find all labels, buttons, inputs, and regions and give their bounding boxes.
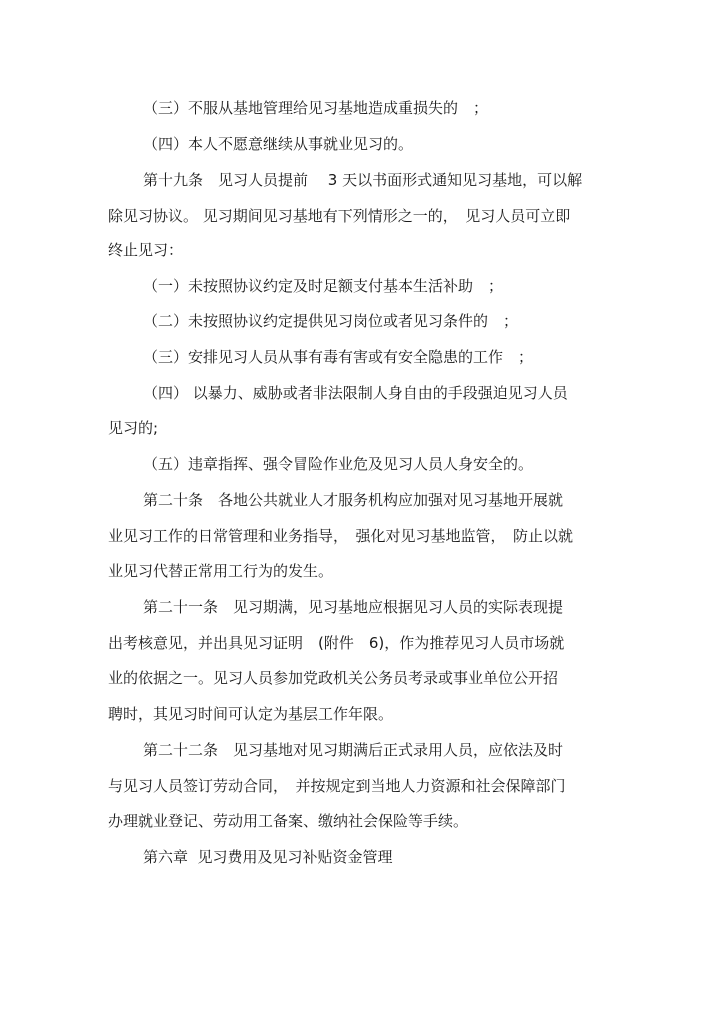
article-19-line-2: 除见习协议。 见习期间见习基地有下列情形之一的， 见习人员可立即: [108, 207, 571, 225]
article-22-line-3: 办理就业登记、劳动用工备案、缴纳社会保险等手续。: [108, 812, 469, 830]
article-21-line-2: 出考核意见，并出具见习证明 (附件 6)，作为推荐见习人员市场就: [108, 634, 565, 652]
article-20-line-1: 第二十条 各地公共就业人才服务机构应加强对见习基地开展就: [143, 491, 564, 509]
item-5-violation: （五）违章指挥、强令冒险作业危及见习人员人身安全的。: [143, 455, 534, 473]
item-3-unmanaged: （三）不服从基地管理给见习基地造成重损失的 ；: [143, 99, 489, 117]
chapter-6-heading: 第六章 见习费用及见习补贴资金管理: [143, 848, 393, 866]
article-22-line-2: 与见习人员签订劳动合同， 并按规定到当地人力资源和社会保障部门: [108, 777, 566, 795]
article-21-line-4: 聘时，其见习时间可认定为基层工作年限。: [108, 705, 394, 723]
article-20-line-2: 业见习工作的日常管理和业务指导， 强化对见习基地监管， 防止以就: [108, 527, 574, 545]
article-20-line-3: 业见习代替正常用工行为的发生。: [108, 562, 334, 580]
item-4-coercion-line-2: 见习的;: [108, 419, 159, 437]
article-21-line-3: 业的依据之一。见习人员参加党政机关公务员考录或事业单位公开招: [108, 669, 559, 687]
item-4-coercion-line-1: （四） 以暴力、威胁或者非法限制人身自由的手段强迫见习人员: [143, 384, 568, 402]
article-19-line-1: 第十九条 见习人员提前 3 天以书面形式通知见习基地，可以解: [143, 171, 583, 189]
article-22-line-1: 第二十二条 见习基地对见习期满后正式录用人员，应依法及时: [143, 741, 564, 759]
item-3-hazard: （三）安排见习人员从事有毒有害或有安全隐患的工作 ；: [143, 348, 534, 366]
item-1-subsidy: （一）未按照协议约定及时足额支付基本生活补助 ；: [143, 277, 504, 295]
article-21-line-1: 第二十一条 见习期满，见习基地应根据见习人员的实际表现提: [143, 598, 564, 616]
item-2-position: （二）未按照协议约定提供见习岗位或者见习条件的 ；: [143, 312, 519, 330]
item-4-unwilling: （四）本人不愿意继续从事就业见习的。: [143, 135, 414, 153]
article-19-line-3: 终止见习：: [108, 241, 184, 259]
